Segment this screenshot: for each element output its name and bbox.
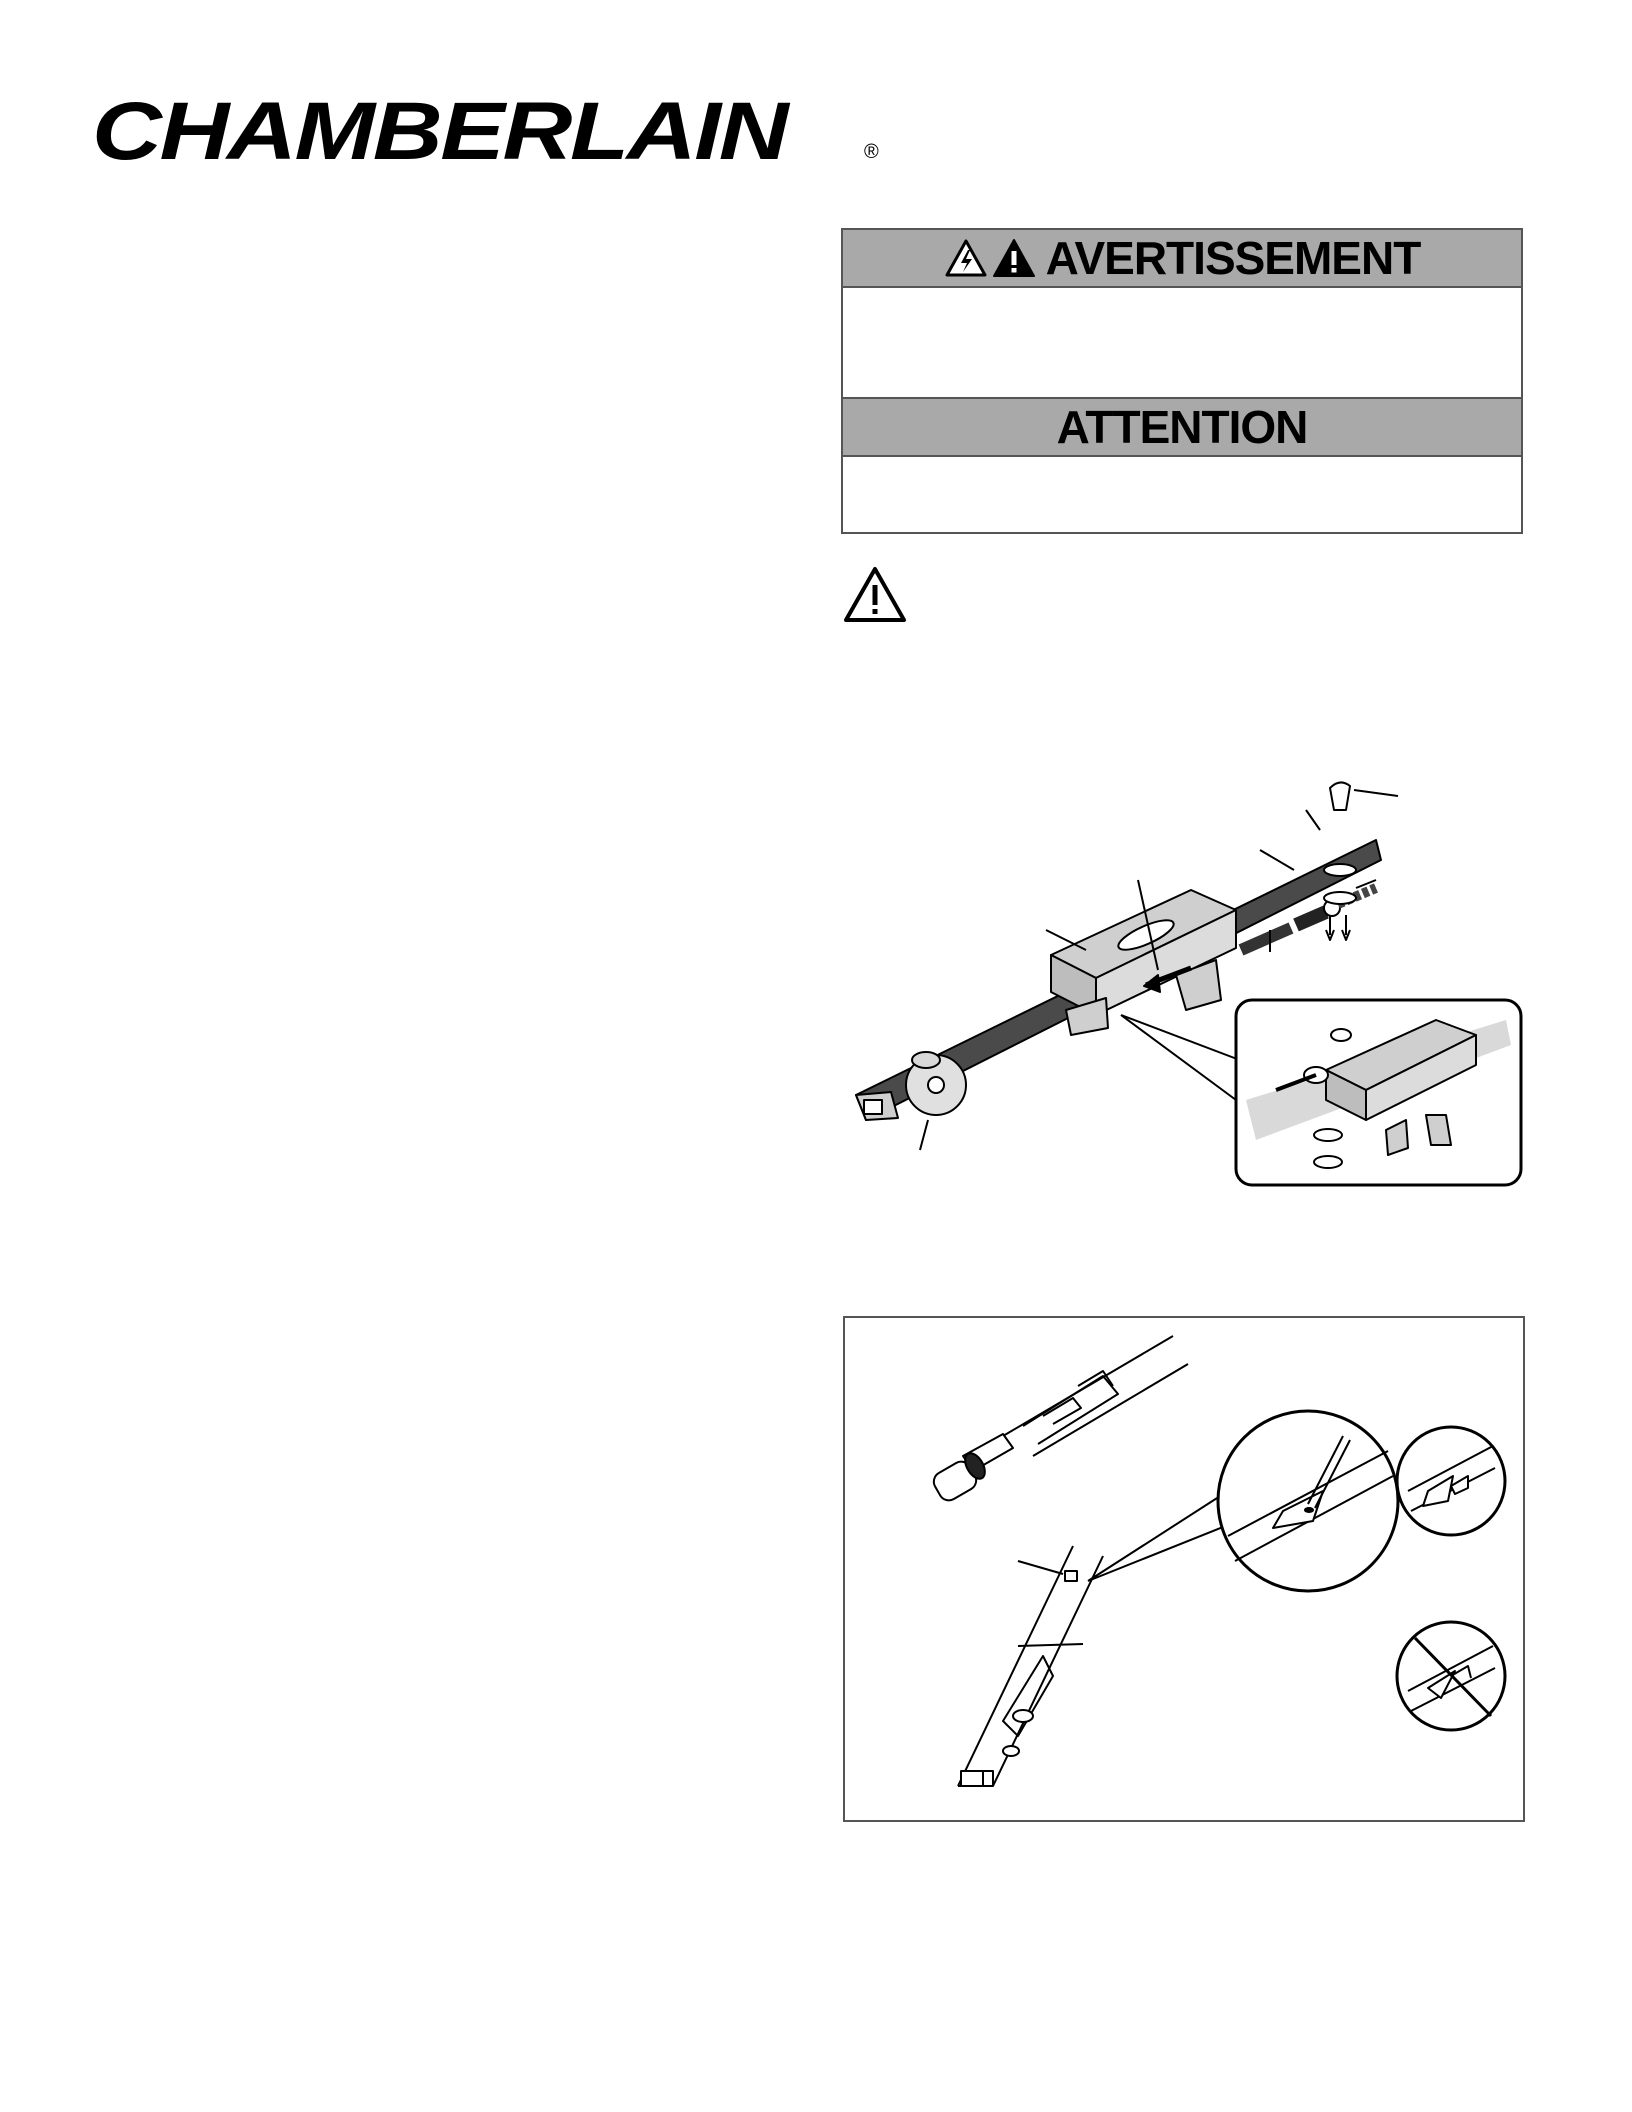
warning-exclamation-icon <box>992 238 1036 278</box>
avertissement-heading: AVERTISSEMENT <box>1045 232 1421 284</box>
attention-header <box>843 397 1521 457</box>
caution-triangle-icon <box>842 565 908 625</box>
attention-heading: ATTENTION <box>1056 401 1308 453</box>
safety-warning-box <box>841 228 1523 534</box>
logo-wordmark: CHAMBERLAIN <box>92 86 787 177</box>
warning-header <box>843 228 1521 288</box>
registered-mark: ® <box>864 141 879 163</box>
chamberlain-logo <box>92 86 879 177</box>
trolley-assembly-illustration <box>846 770 1526 1190</box>
rail-tab-illustration <box>843 1316 1525 1822</box>
warning-icons <box>944 238 1036 278</box>
electric-shock-warning-icon <box>944 238 988 278</box>
